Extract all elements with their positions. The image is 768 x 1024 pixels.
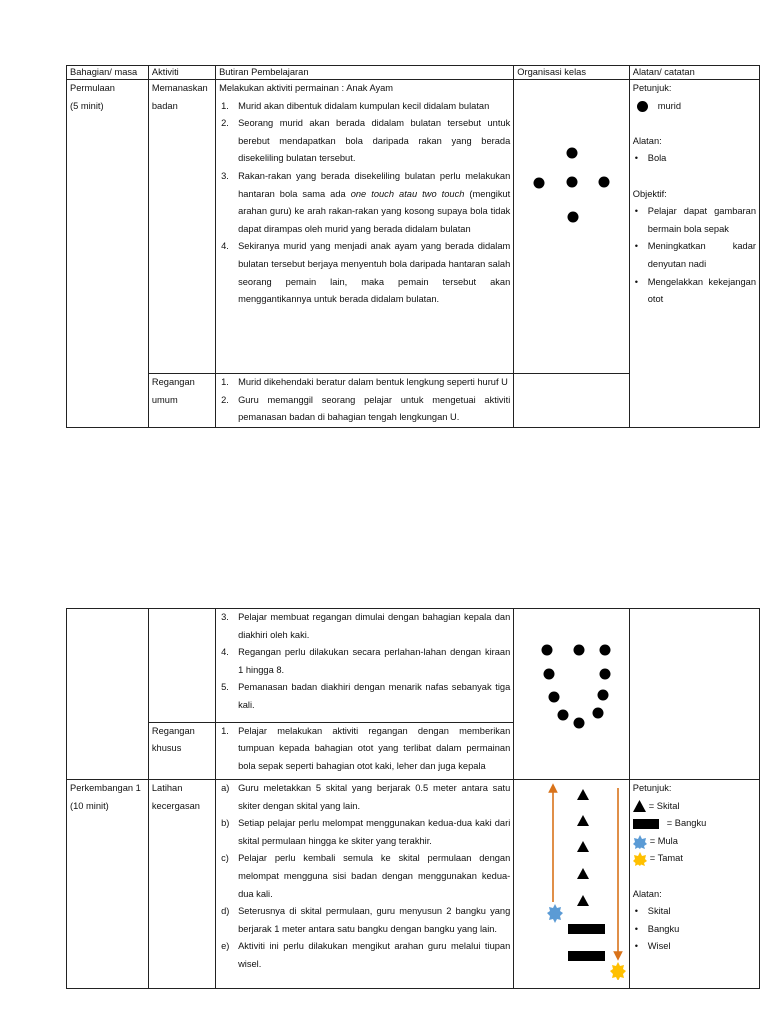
- student-dot: [600, 669, 611, 680]
- step-item: [219, 903, 510, 938]
- row-regangan-umum-cont: [67, 609, 760, 723]
- step-text: Pelajar perlu kembali semula ke skital permulaan dengan melompat mengguna sisi badan dengan menggunakan kedua-dua kali.: [238, 853, 511, 899]
- org-empty: [514, 374, 629, 428]
- step-list: [219, 98, 510, 309]
- step-list: [219, 374, 510, 427]
- org-skital-course: [514, 780, 629, 989]
- section-time: (5 minit): [70, 100, 104, 111]
- student-dot: [567, 177, 578, 188]
- student-dot: [574, 645, 585, 656]
- bullet-item: • Meningkatkan kadar denyutan nadi: [633, 238, 756, 273]
- section-cell-permulaan: [67, 80, 149, 428]
- notes-cell-perkembangan: [629, 780, 759, 989]
- details-latihan-kecergasan: [216, 780, 514, 989]
- step-item: [219, 392, 510, 427]
- step-item: [219, 815, 510, 850]
- step-text: Regangan perlu dilakukan secara perlahan-lahan dengan kiraan 1 hingga 8.: [238, 647, 511, 675]
- step-text: Murid akan dibentuk didalam kumpulan kecil didalam bulatan: [238, 100, 490, 111]
- step-item: [219, 115, 510, 168]
- legend-tamat-label: = Tamat: [649, 853, 683, 864]
- student-dot: [567, 148, 578, 159]
- row-memanaskan-badan: [67, 80, 760, 374]
- legend-murid: [633, 98, 756, 116]
- org-u-formation: [514, 609, 629, 780]
- section-time: (10 minit): [70, 800, 109, 811]
- finish-star-icon: [610, 962, 626, 980]
- alatan-list: [633, 150, 756, 168]
- step-marker: 2.: [221, 118, 229, 129]
- legend-mula: [633, 833, 756, 851]
- skital-icon: [577, 868, 589, 879]
- step-marker: 1.: [221, 100, 229, 111]
- bullet-item: • Skital: [633, 903, 756, 921]
- skital-icon: [577, 841, 589, 852]
- objektif-label: Objektif:: [632, 188, 667, 199]
- details-memanaskan-badan: [216, 80, 514, 374]
- details-regangan-umum-cont: [216, 609, 514, 723]
- petunjuk-label: Petunjuk:: [632, 83, 672, 93]
- alatan-label: Alatan:: [632, 135, 662, 146]
- step-marker: 4.: [221, 241, 229, 252]
- details-regangan-khusus: [216, 722, 514, 779]
- activity-empty: [148, 609, 215, 723]
- student-dot: [549, 692, 560, 703]
- step-item: [219, 238, 510, 308]
- student-dot: [544, 669, 555, 680]
- step-marker: 1.: [221, 725, 229, 736]
- step-item: [219, 723, 510, 776]
- header-organisasi: Organisasi kelas: [514, 66, 629, 80]
- activity-intro: Melakukan aktiviti permainan : Anak Ayam: [219, 83, 394, 93]
- alatan-list: [633, 903, 756, 956]
- header-bahagian: Bahagian/ masa: [67, 66, 149, 80]
- lesson-table-part-2: [66, 608, 760, 989]
- header-aktiviti: Aktiviti: [148, 66, 215, 80]
- step-marker: e): [221, 941, 230, 952]
- step-text-italic: one touch atau two touch: [350, 188, 465, 199]
- notes-empty: [629, 609, 759, 780]
- step-text: (mengikut arahan guru) ke arah rakan-rakan yang kosong supaya bola tidak dapat dirampas oleh murid yang berada didalam bulatan: [238, 188, 511, 234]
- step-marker: 1.: [221, 377, 229, 387]
- student-dot: [598, 690, 609, 701]
- step-text: Guru meletakkan 5 skital yang berjarak 0.5 meter antara satu skiter dengan skital yang lain.: [238, 783, 511, 811]
- header-butiran: Butiran Pembelajaran: [216, 66, 514, 80]
- section-name: Permulaan: [70, 83, 115, 93]
- step-marker: 5.: [221, 682, 229, 693]
- student-dot: [574, 718, 585, 729]
- step-marker: c): [221, 853, 229, 864]
- bench-icon: [568, 924, 605, 934]
- step-marker: b): [221, 818, 230, 829]
- step-item: [219, 168, 510, 238]
- legend-tamat: [633, 850, 756, 868]
- step-marker: d): [221, 906, 230, 917]
- header-row: [67, 66, 760, 80]
- student-dot: [534, 178, 545, 189]
- step-marker: 2.: [221, 394, 229, 405]
- step-text: Seterusnya di skital permulaan, guru menyusun 2 bangku yang berjarak 1 meter antara satu bangku dengan bangku yang lain.: [238, 906, 511, 934]
- section-name: Perkembangan 1: [70, 783, 141, 793]
- legend-bangku-label: = Bangku: [666, 818, 707, 829]
- step-item: [219, 644, 510, 679]
- student-dot: [600, 645, 611, 656]
- step-list: [219, 723, 510, 776]
- step-text: Pemanasan badan diakhiri dengan menarik nafas sebanyak tiga kali.: [238, 682, 511, 710]
- legend-skital-label: = Skital: [648, 800, 680, 811]
- alatan-label: Alatan:: [632, 888, 662, 899]
- skital-icon: [577, 815, 589, 826]
- u-formation-diagram: [517, 609, 621, 779]
- legend-skital: [633, 798, 756, 816]
- step-item: [219, 780, 510, 815]
- start-star-icon: [547, 904, 563, 923]
- activity-regangan-umum: Regangan umum: [148, 374, 215, 428]
- org-circle-formation: [514, 80, 629, 374]
- section-cell-empty: [67, 609, 149, 780]
- step-text: Seorang murid akan berada didalam bulatan tersebut untuk berebut mendapatkan bola daripada rakan yang berada disekeliling bulatan tersebut.: [238, 118, 511, 164]
- bullet-item: • Mengelakkan kekejangan otot: [633, 274, 756, 309]
- notes-cell-permulaan: [629, 80, 759, 428]
- step-text: Murid dikehendaki beratur dalam bentuk lengkung seperti huruf U: [238, 377, 508, 387]
- step-text: Pelajar membuat regangan dimulai dengan bahagian kepala dan diakhiri oleh kaki.: [238, 612, 511, 640]
- step-item: [219, 609, 510, 644]
- bullet-item: • Bangku: [633, 921, 756, 939]
- activity-memanaskan-badan: Memanaskan badan: [148, 80, 215, 374]
- student-dot: [558, 710, 569, 721]
- step-item: [219, 374, 510, 392]
- legend-murid-label: murid: [657, 100, 681, 111]
- step-item: [219, 679, 510, 714]
- activity-regangan-khusus: Regangan khusus: [148, 722, 215, 779]
- details-regangan-umum: [216, 374, 514, 428]
- step-list: [219, 780, 510, 988]
- triangle-icon: [633, 800, 646, 812]
- header-alatan: Alatan/ catatan: [629, 66, 759, 80]
- step-item: [219, 938, 510, 973]
- step-text: Pelajar melakukan aktiviti regangan dengan memberikan tumpuan kepada bahagian otot yang terlibat dalam permainan bola sepak seperti bahagian otot kaki, leher dan juga kepala: [238, 725, 511, 771]
- bar-icon: [633, 819, 659, 829]
- step-text: Aktiviti ini perlu dilakukan mengikut arahan guru melalui tiupan wisel.: [238, 941, 511, 969]
- step-marker: 3.: [221, 612, 229, 622]
- petunjuk-label: Petunjuk:: [632, 783, 672, 793]
- lesson-table-part-1: [66, 65, 760, 428]
- step-marker: 3.: [221, 170, 229, 181]
- skital-course-diagram: [517, 780, 627, 980]
- blue-star-icon: [633, 835, 647, 849]
- bullet-item: • Bola: [633, 150, 756, 168]
- skital-icon: [577, 789, 589, 800]
- step-list: [219, 609, 510, 715]
- skital-icon: [577, 895, 589, 906]
- circle-formation-diagram: [517, 80, 621, 230]
- step-item: [219, 850, 510, 903]
- row-latihan-kecergasan: [67, 780, 760, 989]
- student-dot: [568, 212, 579, 223]
- student-dot-icon: [637, 101, 648, 112]
- legend-mula-label: = Mula: [649, 835, 678, 846]
- bench-icon: [568, 951, 605, 961]
- bullet-item: • Pelajar dapat gambaran bermain bola sepak: [633, 203, 756, 238]
- step-text: Rakan-rakan yang berada disekeliling bulatan perlu melakukan hantaran bola sama ada: [238, 170, 511, 199]
- step-text: Sekiranya murid yang menjadi anak ayam yang berada didalam bulatan tersebut berjaya menyentuh bola daripada hantaran salah seorang pemain lain, maka pemain tersebut akan menggantikannya untuk berada didalam bulatan.: [238, 241, 511, 305]
- legend-bangku: [633, 815, 756, 833]
- student-dot: [599, 177, 610, 188]
- yellow-star-icon: [633, 852, 647, 866]
- step-marker: 4.: [221, 647, 229, 658]
- step-marker: a): [221, 783, 230, 793]
- step-item: [219, 98, 510, 116]
- step-text: Guru memanggil seorang pelajar untuk mengetuai aktiviti pemanasan badan di bahagian tengah lengkungan U.: [238, 394, 511, 423]
- objektif-list: [633, 203, 756, 309]
- student-dot: [593, 708, 604, 719]
- activity-latihan-kecergasan: Latihan kecergasan: [148, 780, 215, 989]
- step-text: Setiap pelajar perlu melompat menggunakan kedua-dua kaki dari skital permulaan hingga ke skiter yang terakhir.: [238, 818, 511, 846]
- student-dot: [542, 645, 553, 656]
- section-cell-perkembangan: [67, 780, 149, 989]
- bullet-item: • Wisel: [633, 938, 756, 956]
